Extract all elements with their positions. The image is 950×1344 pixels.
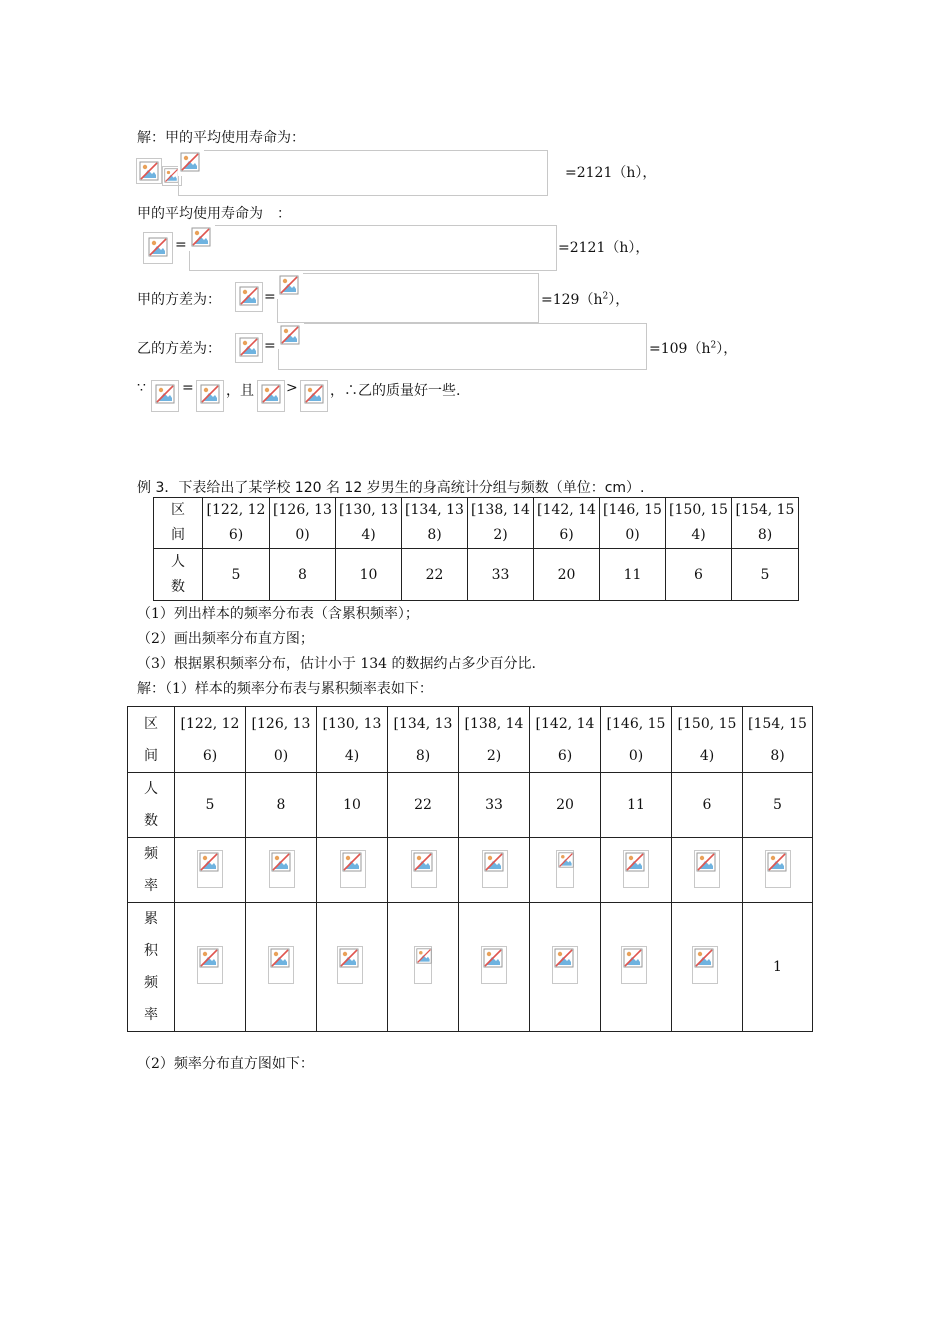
broken-image-icon (178, 150, 204, 176)
formula-image-frame (189, 225, 557, 271)
frequency-cell (743, 838, 813, 903)
count-cell: 5 (175, 773, 246, 838)
interval-cell: [138, 14 2) (459, 707, 530, 773)
interval-cell: [130, 13 4) (336, 498, 402, 549)
count-cell: 11 (601, 773, 672, 838)
row-label-interval: 区 间 (154, 498, 203, 549)
interval-cell: [126, 13 0) (246, 707, 317, 773)
cumulative-cell (388, 903, 459, 1032)
cumulative-cell (175, 903, 246, 1032)
frequency-cell (317, 838, 388, 903)
frequency-cell (530, 838, 601, 903)
count-cell: 33 (459, 773, 530, 838)
count-cell: 22 (388, 773, 459, 838)
formula-image-frame (278, 323, 647, 370)
count-cell: 6 (666, 549, 732, 601)
equals-sign: = (264, 289, 276, 305)
broken-image-icon (197, 946, 223, 984)
broken-image-icon (269, 850, 295, 888)
count-cell: 5 (743, 773, 813, 838)
count-cell: 10 (336, 549, 402, 601)
row-label-count: 人 数 (154, 549, 203, 601)
interval-cell: [142, 14 6) (530, 707, 601, 773)
broken-image-icon (552, 946, 578, 984)
formula-image-frame (178, 150, 548, 196)
broken-image-icon (278, 323, 304, 349)
cumulative-cell-last: 1 (743, 903, 813, 1032)
interval-cell: [130, 13 4) (317, 707, 388, 773)
broken-image-icon (694, 850, 720, 888)
interval-cell: [134, 13 8) (402, 498, 468, 549)
question-2: （2）画出频率分布直方图； (137, 631, 314, 647)
broken-image-icon (189, 225, 215, 251)
broken-image-icon (556, 850, 574, 888)
frequency-cell (601, 838, 672, 903)
broken-image-icon (411, 850, 437, 888)
broken-image-icon (136, 158, 162, 184)
interval-cell: [154, 15 8) (732, 498, 799, 549)
var-jia-label: 甲的方差为： (137, 292, 221, 308)
var-yi-result: $=109(h^2)$， (649, 340, 738, 357)
broken-image-icon (268, 946, 294, 984)
interval-cell: [142, 14 6) (534, 498, 600, 549)
interval-cell: [122, 12 6) (203, 498, 270, 549)
solution-intro: 解：甲的平均使用寿命为： (137, 130, 305, 146)
row-label-frequency: 频 率 (128, 838, 175, 903)
example3-title: 例 3．下表给出了某学校 120 名 12 岁男生的身高统计分组与频数（单位：cm）. (137, 480, 645, 496)
broken-image-icon (414, 946, 432, 984)
broken-image-icon (481, 946, 507, 984)
interval-cell: [146, 15 0) (601, 707, 672, 773)
broken-image-icon (257, 380, 285, 412)
cumulative-cell (317, 903, 388, 1032)
equals-sign: = (182, 380, 194, 396)
broken-image-icon (196, 380, 224, 412)
broken-image-icon (482, 850, 508, 888)
count-cell: 6 (672, 773, 743, 838)
broken-image-icon (235, 333, 263, 363)
broken-image-icon (143, 232, 173, 264)
equals-sign: = (264, 338, 276, 354)
formula-image-frame (277, 273, 539, 323)
broken-image-icon (621, 946, 647, 984)
frequency-cell (672, 838, 743, 903)
answer-intro: 解：（1）样本的频率分布表与累积频率表如下： (137, 681, 433, 697)
broken-image-icon (765, 850, 791, 888)
interval-cell: [150, 15 4) (666, 498, 732, 549)
broken-image-icon (235, 282, 263, 312)
eq2-result: =2121（h）， (558, 240, 650, 256)
count-cell: 8 (270, 549, 336, 601)
broken-image-icon (623, 850, 649, 888)
count-cell: 20 (534, 549, 600, 601)
cumulative-cell (246, 903, 317, 1032)
frequency-cell (246, 838, 317, 903)
and-text: ，且 (226, 383, 254, 399)
frequency-table (127, 706, 813, 1032)
eq1-result: =2121（h）， (565, 165, 657, 181)
cumulative-cell (459, 903, 530, 1032)
count-cell: 33 (468, 549, 534, 601)
var-jia-result: $=129(h^2)$， (541, 291, 630, 308)
interval-cell: [122, 12 6) (175, 707, 246, 773)
broken-image-icon (197, 850, 223, 888)
conclusion-text: ，∴乙的质量好一些. (330, 383, 461, 399)
greater-than-sign: > (286, 380, 298, 396)
count-cell: 20 (530, 773, 601, 838)
data-table (153, 497, 799, 601)
question-1: （1）列出样本的频率分布表（含累积频率）； (137, 606, 419, 622)
broken-image-icon (151, 380, 179, 412)
frequency-cell (175, 838, 246, 903)
frequency-cell (388, 838, 459, 903)
interval-cell: [146, 15 0) (600, 498, 666, 549)
interval-cell: [150, 15 4) (672, 707, 743, 773)
row-label-count: 人 数 (128, 773, 175, 838)
row-label-interval: 区 间 (128, 707, 175, 773)
count-cell: 5 (732, 549, 799, 601)
row-label-cumulative: 累 积 频 率 (128, 903, 175, 1032)
interval-cell: [126, 13 0) (270, 498, 336, 549)
frequency-cell (459, 838, 530, 903)
because-symbol: ∵ (137, 380, 146, 396)
count-cell: 11 (600, 549, 666, 601)
broken-image-icon (692, 946, 718, 984)
broken-image-icon (340, 850, 366, 888)
cumulative-cell (672, 903, 743, 1032)
broken-image-icon (337, 946, 363, 984)
count-cell: 5 (203, 549, 270, 601)
var-yi-label: 乙的方差为： (137, 341, 221, 357)
interval-cell: [134, 13 8) (388, 707, 459, 773)
interval-cell: [154, 15 8) (743, 707, 813, 773)
cumulative-cell (601, 903, 672, 1032)
line2-label: 甲的平均使用寿命为 ： (137, 206, 291, 222)
broken-image-icon (300, 380, 328, 412)
broken-image-icon (277, 273, 303, 299)
cumulative-cell (530, 903, 601, 1032)
count-cell: 22 (402, 549, 468, 601)
interval-cell: [138, 14 2) (468, 498, 534, 549)
count-cell: 8 (246, 773, 317, 838)
question-3: （3）根据累积频率分布，估计小于 134 的数据约占多少百分比. (137, 656, 536, 672)
answer-2: （2）频率分布直方图如下： (137, 1056, 314, 1072)
equals-sign: = (175, 237, 187, 253)
count-cell: 10 (317, 773, 388, 838)
